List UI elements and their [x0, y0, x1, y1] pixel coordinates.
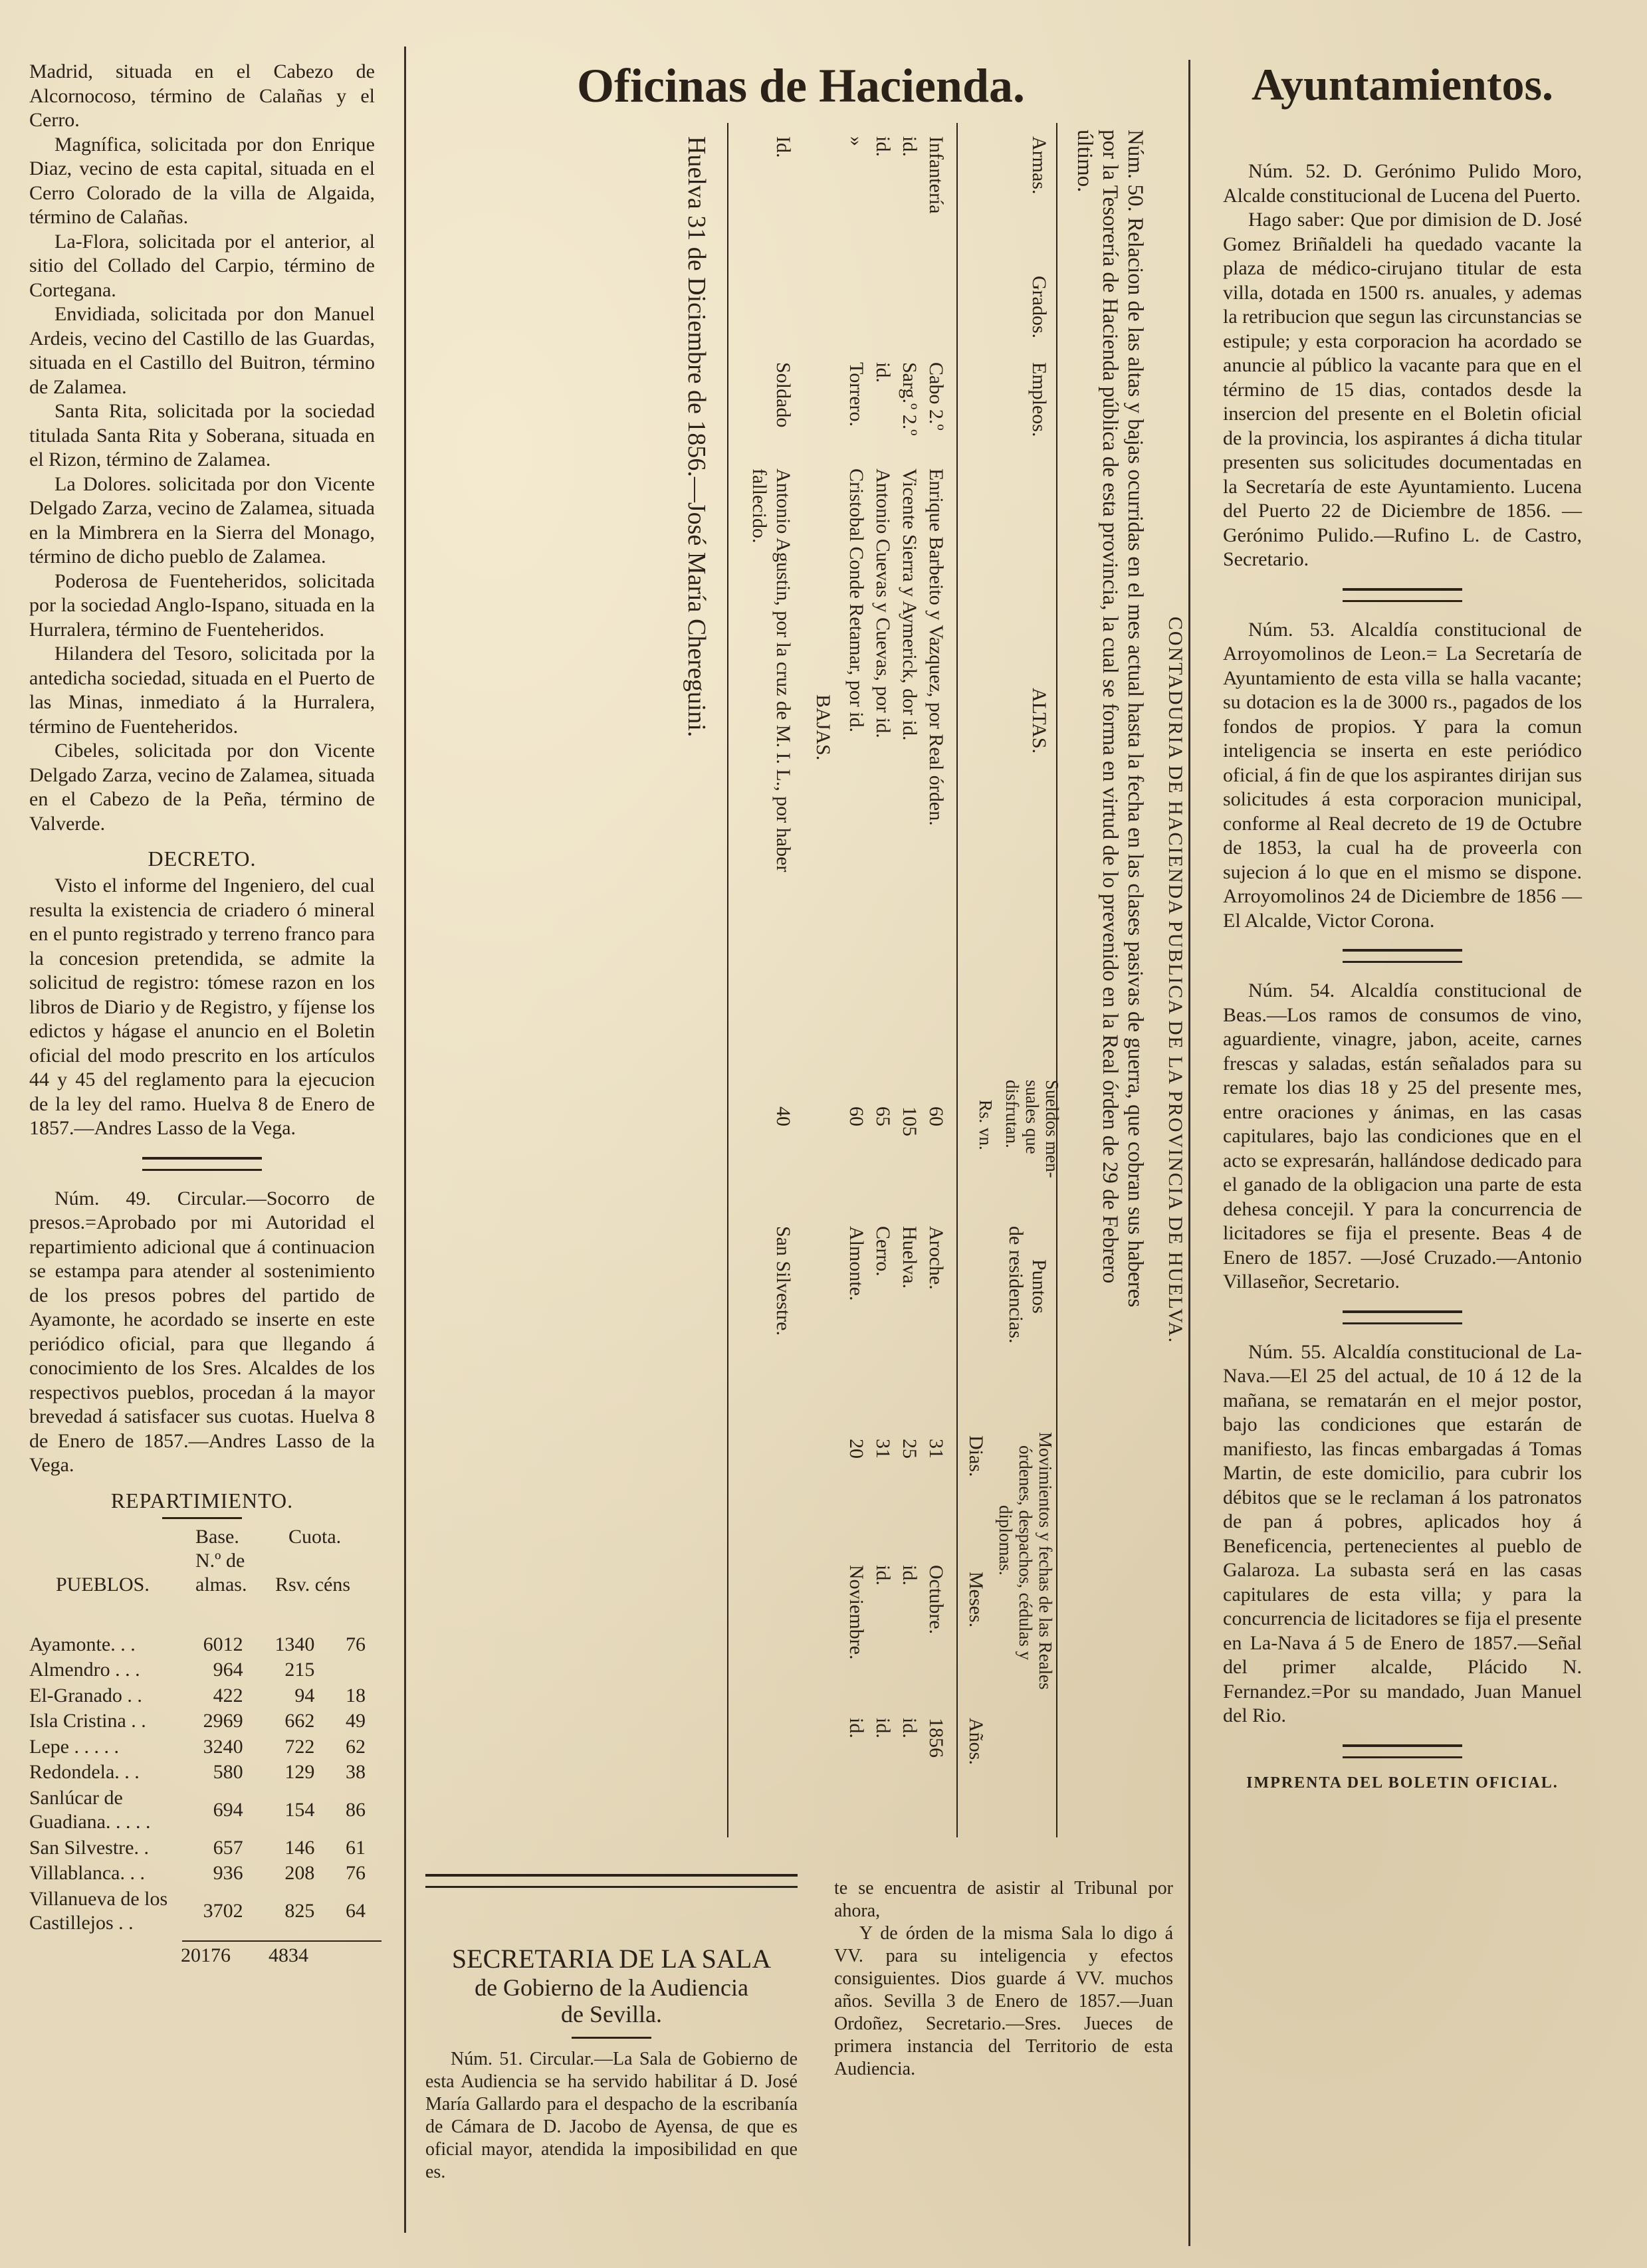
row-ano: id.	[899, 1718, 921, 1738]
cell-almas: 964	[213, 1659, 243, 1681]
table-rule-header	[956, 123, 958, 1837]
num52-heading: Núm. 52. D. Gerónimo Pulido Moro, Alcalde constitucional de Lucena del Puerto.	[1223, 160, 1582, 207]
row-arma: id.	[899, 136, 921, 157]
row-arma: Infantería	[925, 136, 947, 214]
section-separator	[425, 1874, 798, 1888]
mine-entry-hilandera: Hilandera del Tesoro, solicitada por la antedicha sociedad, situada en el Puerto de las Minas, inmediato á la Hurralera, término de Fuenteheridos.	[29, 643, 375, 738]
section-separator	[1343, 1744, 1462, 1758]
cell-cens: 62	[346, 1735, 366, 1758]
cell-rsv: 1340	[274, 1633, 315, 1655]
row-residencia: Almonte.	[845, 1226, 867, 1301]
header-n-almas: N.º de	[195, 1549, 245, 1572]
row-sueldo: 60	[845, 1106, 867, 1126]
cell-pueblo: San Silvestre. .	[29, 1836, 149, 1859]
row-arma: id.	[872, 136, 894, 157]
mine-entry-santa-rita: Santa Rita, solicitada por la sociedad titulada Santa Rita y Soberana, situada en el Rizon, término de Zalamea.	[29, 400, 375, 470]
cell-pueblo: Villanueva de los Castillejos . .	[29, 1887, 168, 1934]
num51-continuation	[834, 1877, 1173, 2081]
row-residencia: Huelva.	[899, 1226, 921, 1289]
total-almas: 20176	[181, 1944, 231, 1966]
row-dia: 25	[899, 1439, 921, 1459]
contaduria-rotated-panel	[416, 123, 1187, 1837]
repartimiento-row	[29, 1786, 375, 1835]
cell-pueblo: Sanlúcar de Guadiana. . . . .	[29, 1786, 151, 1833]
cell-rsv: 662	[284, 1710, 315, 1732]
row-arma: »	[845, 136, 867, 146]
col-rsvn-header: Rs. vn.	[976, 1100, 996, 1150]
cell-pueblo: Almendro . . .	[29, 1659, 140, 1681]
mine-entry-magnifica: Magnífica, solicitada por don Enrique Diaz, vecino de esta capital, situada en el Cerro Colorado de la villa de Algaida, término de Calañas.	[29, 133, 375, 228]
col-anos-header: Años.	[965, 1718, 987, 1765]
col-meses-header: Meses.	[965, 1572, 987, 1628]
num51-text: Núm. 51. Circular.—La Sala de Gobierno de esta Audiencia se ha servido habilitar á D. José María Gallardo para el despacho de la escribanía de Cámara de D. Jacobo de Ayensa, de que es oficial mayor, atendida la imposibilidad en que es.	[425, 2049, 798, 2182]
cell-almas: 657	[213, 1836, 243, 1859]
header-almas: almas.	[195, 1573, 247, 1596]
mine-entry-envidiada: Envidiada, solicitada por don Manuel Ardeis, vecino del Castillo de las Guardas, situada en el Castillo del Buitron, término de Zalamea.	[29, 303, 375, 398]
cell-almas: 936	[213, 1862, 243, 1884]
header-base: Base.	[195, 1525, 239, 1548]
num51-cont-2: Y de órden de la misma Sala lo digo á VV. para su inteligencia y efectos consiguientes. Dios guarde á VV. muchos años. Sevilla 3 de Enero de 1857.—Juan Ordoñez, Secretario.—Sres. Jueces de primera instancia del Territorio de esta Audiencia.	[834, 1923, 1173, 2079]
col-sueldos-header-2: suales que	[1022, 1080, 1042, 1154]
row-nombre: Vicente Sierra y Aymerick, dor id.	[899, 468, 921, 741]
rule	[162, 1517, 242, 1519]
mine-entry-madrid: Madrid, situada en el Cabezo de Alcornocoso, término de Calañas y el Cerro.	[29, 60, 375, 131]
baja-empleo: Soldado	[772, 362, 794, 428]
repartimiento-row	[29, 1657, 375, 1683]
decreto-heading: DECRETO.	[148, 847, 257, 871]
decreto-text: Visto el informe del Ingeniero, del cual resulta la existencia de criadero ó mineral en el punto registrado y terreno franco para la concesion pretendida, se admite la solicitud de registro: tómese razon en los libros de Diario y de Registro, y fíjense los edictos y hágase el anuncio en el Boletin oficial del modo prescrito en los artículos 44 y 45 del reglamento para la ejecucion de la ley del ramo. Huelva 8 de Enero de 1857.—Andres Lasso de la Vega.	[29, 875, 375, 1139]
row-dia: 31	[872, 1439, 894, 1459]
mine-entry-cibeles: Cibeles, solicitada por don Vicente Delgado Zarza, vecino de Zalamea, situada en el Cabezo de la Peña, término de Valverde.	[29, 740, 375, 835]
col-mov-header-3: diplomas.	[996, 1505, 1016, 1576]
bajas-heading: BAJAS.	[812, 694, 834, 761]
repartimiento-row	[29, 1708, 375, 1734]
col-altas-header: ALTAS.	[1028, 688, 1050, 754]
cell-almas: 3240	[203, 1735, 243, 1758]
cell-rsv: 154	[284, 1798, 315, 1821]
cell-almas: 6012	[203, 1633, 243, 1655]
num50-intro-line3: último.	[1073, 130, 1097, 193]
repartimiento-row	[29, 1632, 375, 1658]
col-puntos-header-1: Puntos	[1028, 1259, 1050, 1314]
cell-cens: 76	[346, 1862, 366, 1884]
num52-body: Hago saber: Que por dimision de D. José Gomez Briñaldeli ha quedado vacante la plaza de médico-cirujano titular de esta villa, dotada en 1500 rs. anuales, y ademas la retribucion que segun las circunstancias se estipule; y esta corporacion ha acordado se anuncie al público la vacante para que en el término de 15 dias, contados desde la insercion del presente en el Boletin oficial de la provincia, los aspirantes á dicha titular presenten sus solicitudes documentadas en la Secretaría de este Ayuntamiento. Lucena del Puerto 22 de Diciembre de 1856. —Gerónimo Pulido.—Rufino L. de Castro, Secretario.	[1223, 209, 1582, 570]
repartimiento-row	[29, 1683, 375, 1709]
row-ano: 1856	[925, 1718, 947, 1758]
row-dia: 20	[845, 1439, 867, 1459]
cell-cens: 64	[346, 1899, 366, 1922]
secretaria-subheading: de Gobierno de la Audiencia	[475, 1974, 748, 2001]
num50-intro-line1: Núm. 50. Relacion de las altas y bajas ocurridas en el mes actual hasta la fecha en las clases pasivas de guerra, que cobran sus haberes	[1123, 130, 1147, 1308]
row-empleo: Cabo 2.º	[925, 362, 947, 431]
col-dias-header: Dias.	[965, 1435, 987, 1477]
row-nombre: Antonio Cuevas y Cuevas, por id.	[872, 468, 894, 738]
cell-almas: 3702	[203, 1899, 243, 1922]
repartimiento-row	[29, 1887, 375, 1936]
col-armas-header: Armas.	[1028, 136, 1050, 195]
baja-arma: Id.	[772, 136, 794, 158]
cell-rsv: 215	[284, 1659, 315, 1681]
col-mov-header-1: Movimientos y fechas de las Reales	[1036, 1432, 1055, 1690]
cell-cens	[324, 1657, 375, 1683]
section-separator	[1343, 949, 1462, 963]
cell-cens: 86	[346, 1798, 366, 1821]
row-ano: id.	[872, 1718, 894, 1738]
cell-pueblo: Villablanca. . .	[29, 1862, 145, 1884]
num54-text: Núm. 54. Alcaldía constitucional de Beas.—Los ramos de consumos de vino, aguardiente, vinagre, jabon, aceite, carnes frescas y saladas, están señalados para su remate los dias 18 y 25 del presente mes, entre oraciones y ánimas, en las casas capitulares, bajo las condiciones que en el acto se expresarán, hallándose dedicado para el ganado de la obligacion una parte de esta dehesa concejil. Y para la concurrencia de licitadores se fija el presente. Beas 4 de Enero de 1857. —José Cruzado.—Antonio Villaseñor, Secretario.	[1223, 979, 1582, 1292]
row-sueldo: 105	[899, 1106, 921, 1136]
row-mes: Octubre.	[925, 1565, 947, 1635]
section-separator	[1343, 588, 1462, 602]
cell-rsv: 208	[284, 1862, 315, 1884]
repartimiento-row	[29, 1861, 375, 1887]
baja-residencia: San Silvestre.	[772, 1226, 794, 1336]
row-empleo: Sarg.º 2.º	[899, 362, 921, 436]
cell-pueblo: El-Granado . .	[29, 1684, 142, 1706]
secretaria-heading: SECRETARIA DE LA SALA	[451, 1944, 772, 1974]
imprenta-label: IMPRENTA DEL BOLETIN OFICIAL.	[1246, 1774, 1559, 1792]
col-sueldos-header-1: Sueldos men-	[1042, 1080, 1062, 1178]
num53-text: Núm. 53. Alcaldía constitucional de Arroyomolinos de Leon.= La Secretaría de Ayuntamiento de esta villa se halla vacante; su dotacion es la de 3000 rs., pagados de los fondos de propios. Y para la comun inteligencia se inserta en este periódico oficial, á fin de que los aspirantes dirijan sus solicitudes á esta corporacion municipal, conforme al Real decreto de 19 de Octubre de 1853, la cual ha de proveerla con sujecion á lo que en el mismo se dispone. Arroyomolinos 24 de Diciembre de 1856 —El Alcalde, Victor Corona.	[1223, 618, 1582, 932]
row-mes: id.	[899, 1565, 921, 1586]
cell-rsv: 722	[284, 1735, 315, 1758]
cell-pueblo: Redondela. . .	[29, 1761, 140, 1783]
cell-almas: 2969	[203, 1710, 243, 1732]
col-empleos-header: Empleos.	[1028, 362, 1050, 437]
cell-cens: 38	[346, 1761, 366, 1783]
repartimiento-table-header	[29, 1526, 375, 1632]
repartimiento-row	[29, 1835, 375, 1861]
cell-almas: 580	[213, 1761, 243, 1783]
row-mes: id.	[872, 1565, 894, 1586]
baja-sueldo: 40	[772, 1106, 794, 1126]
contaduria-rotated-content	[416, 123, 1187, 1837]
ayuntamientos-title: Ayuntamientos.	[1252, 59, 1553, 110]
left-column	[29, 60, 375, 1971]
row-empleo: Torrero.	[845, 362, 867, 427]
baja-nombre-1: Antonio Agustin, por la cruz de M. I. L., por haber	[772, 468, 794, 873]
num51-cont-1: te se encuentra de asistir al Tribunal por ahora,	[834, 1878, 1173, 1921]
row-mes: Noviembre.	[845, 1565, 867, 1660]
cell-rsv: 94	[294, 1684, 315, 1706]
rule	[572, 2037, 651, 2039]
contaduria-signature: Huelva 31 de Diciembre de 1856.—José María Chereguini.	[683, 136, 711, 738]
row-empleo: id.	[872, 362, 894, 383]
col-puntos-header-2: de residencias.	[1005, 1226, 1027, 1344]
cell-pueblo: Lepe . . . . .	[29, 1735, 119, 1758]
right-column	[1223, 159, 1582, 1792]
repartimiento-row	[29, 1734, 375, 1760]
row-residencia: Aroche.	[925, 1226, 947, 1290]
row-nombre: Enrique Barbeito y Vazquez, por Real órden.	[925, 468, 947, 826]
header-pueblos: PUEBLOS.	[56, 1573, 150, 1596]
cell-cens: 61	[346, 1836, 366, 1859]
mine-entry-la-flora: La-Flora, solicitada por el anterior, al sitio del Collado del Carpio, término de Cortegana.	[29, 230, 375, 301]
cell-almas: 694	[213, 1798, 243, 1821]
num49-text: Núm. 49. Circular.—Socorro de presos.=Aprobado por mi Autoridad el repartimiento adicional que á continuacion se estampa para atender al sostenimiento de los presos pobres del partido de Ayamonte, he acordado se inserte en este periódico oficial, para que llegando á conocimiento de los Sres. Alcaldes de los respectivos pueblos, procedan á la mayor brevedad á satisfacer sus cuotas. Huelva 8 de Enero de 1857.—Andres Lasso de la Vega.	[29, 1187, 375, 1476]
row-sueldo: 65	[872, 1106, 894, 1126]
cell-pueblo: Isla Cristina . .	[29, 1710, 146, 1732]
row-ano: id.	[845, 1718, 867, 1738]
col-grados-header: Grados.	[1028, 276, 1050, 339]
repartimiento-row	[29, 1760, 375, 1786]
column-divider-right	[1188, 60, 1190, 2246]
total-rsv: 4834	[269, 1944, 308, 1966]
cell-almas: 422	[213, 1684, 243, 1706]
row-nombre: Cristobal Conde Retamar, por id.	[845, 468, 867, 733]
row-sueldo: 60	[925, 1106, 947, 1126]
row-dia: 31	[925, 1439, 947, 1459]
cell-cens: 76	[346, 1633, 366, 1655]
num55-text: Núm. 55. Alcaldía constitucional de La-Nava.—El 25 del actual, de 10 á 12 de la mañana, se rematarán en el mejor postor, bajo las condiciones que estarán de manifiesto, las fincas embargadas á Tomas Martin, de este domicilio, para cubrir los débitos que se le reclaman á los patronatos de pan á pobres, aplicados hoy á Beneficencia, pertenecientes al pueblo de Galaroza. La subasta será en las casas capitulares de esta villa; y para la concurrencia de licitadores se fija el presente en La-Nava á 5 de Enero de 1857.—Señal del primer alcalde, Plácido N. Fernandez.=Por su mandado, Juan Manuel del Rio.	[1223, 1340, 1582, 1726]
mine-entry-poderosa: Poderosa de Fuenteheridos, solicitada por la sociedad Anglo-Ispano, situada en la Hurralera, término de Fuenteheridos.	[29, 569, 375, 641]
cell-cens: 49	[346, 1710, 366, 1732]
cell-cens: 18	[346, 1684, 366, 1706]
cell-rsv: 825	[284, 1899, 315, 1922]
cell-pueblo: Ayamonte. . .	[29, 1633, 136, 1655]
header-rsv: Rsv. céns	[275, 1573, 351, 1596]
cell-rsv: 146	[284, 1836, 315, 1859]
secretaria-subheading-2: de Sevilla.	[561, 2001, 662, 2027]
num50-intro-line2: por la Tesorería de Hacienda pública de esta provincia, la cual se forma en virtud de lo prevenido en la Real órden de 29 de Febrero	[1098, 130, 1122, 1284]
table-rule-bottom	[727, 123, 728, 1837]
row-residencia: Cerro.	[872, 1226, 894, 1277]
col-mov-header-2: órdenes, despachos, cédulas y	[1016, 1445, 1036, 1661]
baja-nombre-2: fallecido.	[748, 468, 770, 544]
oficinas-hacienda-title: Oficinas de Hacienda.	[576, 59, 1025, 112]
repartimiento-table	[29, 1632, 375, 1936]
column-divider-left	[404, 47, 406, 2233]
contaduria-heading: CONTADURIA DE HACIENDA PUBLICA DE LA PROVINCIA DE HUELVA.	[1164, 616, 1186, 1344]
section-separator	[1343, 1310, 1462, 1324]
col-sueldos-header-3: disfrutan.	[1002, 1080, 1022, 1148]
mine-entry-la-dolores: La Dolores. solicitada por don Vicente Delgado Zarza, vecino de Zalamea, situada en la Mimbrera en la Sierra del Monago, término de dicho pueblo de Zalamea.	[29, 472, 375, 567]
header-cuota: Cuota.	[288, 1525, 342, 1548]
total-rule	[182, 1940, 382, 1942]
repartimiento-total	[29, 1944, 375, 1971]
secretaria-block	[425, 1944, 798, 2184]
repartimiento-heading: REPARTIMIENTO.	[110, 1488, 294, 1512]
section-separator	[142, 1157, 262, 1171]
cell-rsv: 129	[284, 1761, 315, 1783]
